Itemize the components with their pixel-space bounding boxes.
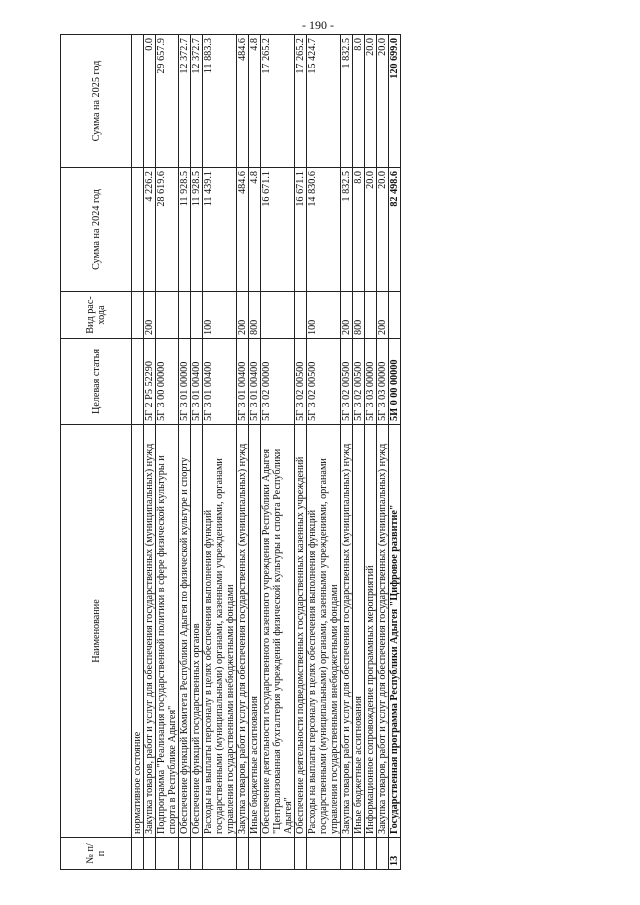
cell-target <box>132 339 144 425</box>
cell-sum-2024: 82 498.6 <box>389 168 401 292</box>
table-body <box>132 35 401 870</box>
table-row <box>261 35 295 870</box>
cell-num <box>377 838 389 870</box>
cell-sum-2024 <box>132 168 144 292</box>
cell-sum-2025: 20.0 <box>377 35 389 168</box>
header-num: № п/п <box>61 838 132 870</box>
cell-target: 5Г 3 02 00500 <box>307 339 341 425</box>
cell-name: Обеспечение деятельности подведомственных государственных казенных учреждений <box>295 425 307 838</box>
cell-target: 5Г 3 01 00400 <box>249 339 261 425</box>
cell-sum-2024: 14 830.6 <box>307 168 341 292</box>
cell-num <box>156 838 179 870</box>
cell-num <box>307 838 341 870</box>
cell-sum-2024: 8.0 <box>353 168 365 292</box>
cell-target: 5Г 3 01 00400 <box>237 339 249 425</box>
cell-name: Обеспечение функций государственных органов <box>191 425 203 838</box>
cell-name: Расходы на выплаты персоналу в целях обеспечения выполнения функций государственными (муниципальными) органами, казенными учреждениями, органами управления государственными внебюджетными фондами <box>307 425 341 838</box>
cell-kind: 800 <box>249 292 261 339</box>
cell-target: 5Г 3 02 00500 <box>353 339 365 425</box>
cell-num <box>365 838 377 870</box>
cell-sum-2025: 11 883.3 <box>203 35 237 168</box>
cell-target: 5Г 3 02 00000 <box>261 339 295 425</box>
cell-kind: 200 <box>144 292 156 339</box>
cell-name: Информационное сопровождение программных мероприятий <box>365 425 377 838</box>
table-row <box>191 35 203 870</box>
cell-sum-2025: 20.0 <box>365 35 377 168</box>
cell-sum-2024: 20.0 <box>365 168 377 292</box>
cell-name: Закупка товаров, работ и услуг для обеспечения государственных (муниципальных) нужд <box>144 425 156 838</box>
cell-kind <box>191 292 203 339</box>
cell-num <box>353 838 365 870</box>
cell-target: 5Г 2 Р5 52290 <box>144 339 156 425</box>
cell-target: 5Г 3 00 00000 <box>156 339 179 425</box>
cell-num <box>249 838 261 870</box>
cell-name: Государственная программа Республики Адыгея "Цифровое развитие" <box>389 425 401 838</box>
cell-sum-2024: 16 671.1 <box>295 168 307 292</box>
header-target: Целевая статья <box>61 339 132 425</box>
cell-kind <box>156 292 179 339</box>
cell-kind <box>365 292 377 339</box>
cell-kind <box>261 292 295 339</box>
cell-sum-2025: 484.6 <box>237 35 249 168</box>
table-row <box>249 35 261 870</box>
cell-num <box>261 838 295 870</box>
page-number: - 190 - <box>302 18 334 32</box>
cell-name: Обеспечение функций Комитета Республики Адыгея по физической культуре и спорту <box>179 425 191 838</box>
cell-target: 5Г 3 03 00000 <box>365 339 377 425</box>
cell-name: Закупка товаров, работ и услуг для обеспечения государственных (муниципальных) нужд <box>341 425 353 838</box>
cell-sum-2025: 17 265.2 <box>295 35 307 168</box>
budget-table <box>60 34 401 870</box>
cell-kind <box>389 292 401 339</box>
cell-target: 5Г 3 01 00000 <box>179 339 191 425</box>
table-row <box>144 35 156 870</box>
cell-name: Расходы на выплаты персоналу в целях обеспечения выполнения функций государственными (муниципальными) органами, казенными учреждениями, органами управления государственными внебюджетными фондами <box>203 425 237 838</box>
header-sum-2024: Сумма на 2024 год <box>61 168 132 292</box>
cell-sum-2025: 0.0 <box>144 35 156 168</box>
cell-sum-2024: 4.8 <box>249 168 261 292</box>
cell-sum-2024: 11 439.1 <box>203 168 237 292</box>
cell-target: 5Г 3 01 00400 <box>191 339 203 425</box>
cell-num <box>237 838 249 870</box>
cell-num <box>341 838 353 870</box>
table-row <box>353 35 365 870</box>
cell-kind: 200 <box>237 292 249 339</box>
header-sum-2025: Сумма на 2025 год <box>61 35 132 168</box>
cell-sum-2025: 120 699.0 <box>389 35 401 168</box>
cell-num <box>191 838 203 870</box>
cell-target: 5Г 3 03 00000 <box>377 339 389 425</box>
cell-kind: 800 <box>353 292 365 339</box>
table-row <box>237 35 249 870</box>
cell-sum-2024: 4 226.2 <box>144 168 156 292</box>
table-row <box>156 35 179 870</box>
cell-kind: 200 <box>377 292 389 339</box>
cell-target: 5Г 3 02 00500 <box>295 339 307 425</box>
cell-kind <box>132 292 144 339</box>
cell-sum-2025: 15 424.7 <box>307 35 341 168</box>
cell-kind: 100 <box>307 292 341 339</box>
cell-sum-2025: 12 372.7 <box>191 35 203 168</box>
cell-target: 5Г 3 02 00500 <box>341 339 353 425</box>
cell-num <box>295 838 307 870</box>
table-header-row <box>61 35 132 870</box>
cell-sum-2025: 8.0 <box>353 35 365 168</box>
cell-kind: 200 <box>341 292 353 339</box>
cell-target: 5И 0 00 00000 <box>389 339 401 425</box>
table-row <box>203 35 237 870</box>
cell-kind <box>295 292 307 339</box>
cell-sum-2024: 11 928.5 <box>179 168 191 292</box>
cell-sum-2025 <box>132 35 144 168</box>
cell-num: 13 <box>389 838 401 870</box>
table-row <box>389 35 401 870</box>
cell-num <box>203 838 237 870</box>
cell-sum-2024: 28 619.6 <box>156 168 179 292</box>
cell-name: нормативное состояние <box>132 425 144 838</box>
cell-kind: 100 <box>203 292 237 339</box>
cell-sum-2024: 20.0 <box>377 168 389 292</box>
table-row <box>179 35 191 870</box>
table-row <box>132 35 144 870</box>
cell-name: Закупка товаров, работ и услуг для обеспечения государственных (муниципальных) нужд <box>377 425 389 838</box>
cell-name: Иные бюджетные ассигнования <box>249 425 261 838</box>
cell-name: Подпрограмма "Реализация государственной политики в сфере физической культуры и спорта в Республике Адыгея" <box>156 425 179 838</box>
cell-sum-2025: 1 832.5 <box>341 35 353 168</box>
cell-sum-2024: 1 832.5 <box>341 168 353 292</box>
table-row <box>341 35 353 870</box>
cell-sum-2025: 17 265.2 <box>261 35 295 168</box>
cell-name: Закупка товаров, работ и услуг для обеспечения государственных (муниципальных) нужд <box>237 425 249 838</box>
cell-num <box>179 838 191 870</box>
cell-name: Обеспечение деятельности государственного казенного учреждения Республики Адыгея "Централизованная бухгалтерия учреждений физической культуры и спорта Республики Адыгея" <box>261 425 295 838</box>
cell-sum-2025: 12 372.7 <box>179 35 191 168</box>
cell-sum-2024: 11 928.5 <box>191 168 203 292</box>
cell-sum-2025: 4.8 <box>249 35 261 168</box>
table-row <box>295 35 307 870</box>
table-row <box>365 35 377 870</box>
cell-num <box>144 838 156 870</box>
cell-kind <box>179 292 191 339</box>
cell-sum-2024: 16 671.1 <box>261 168 295 292</box>
budget-table-rotated <box>60 35 575 870</box>
cell-sum-2024: 484.6 <box>237 168 249 292</box>
cell-sum-2025: 29 657.9 <box>156 35 179 168</box>
cell-target: 5Г 3 01 00400 <box>203 339 237 425</box>
header-name: Наименование <box>61 425 132 838</box>
header-kind: Вид рас-хода <box>61 292 132 339</box>
table-row <box>307 35 341 870</box>
cell-name: Иные бюджетные ассигнования <box>353 425 365 838</box>
table-row <box>377 35 389 870</box>
cell-num <box>132 838 144 870</box>
